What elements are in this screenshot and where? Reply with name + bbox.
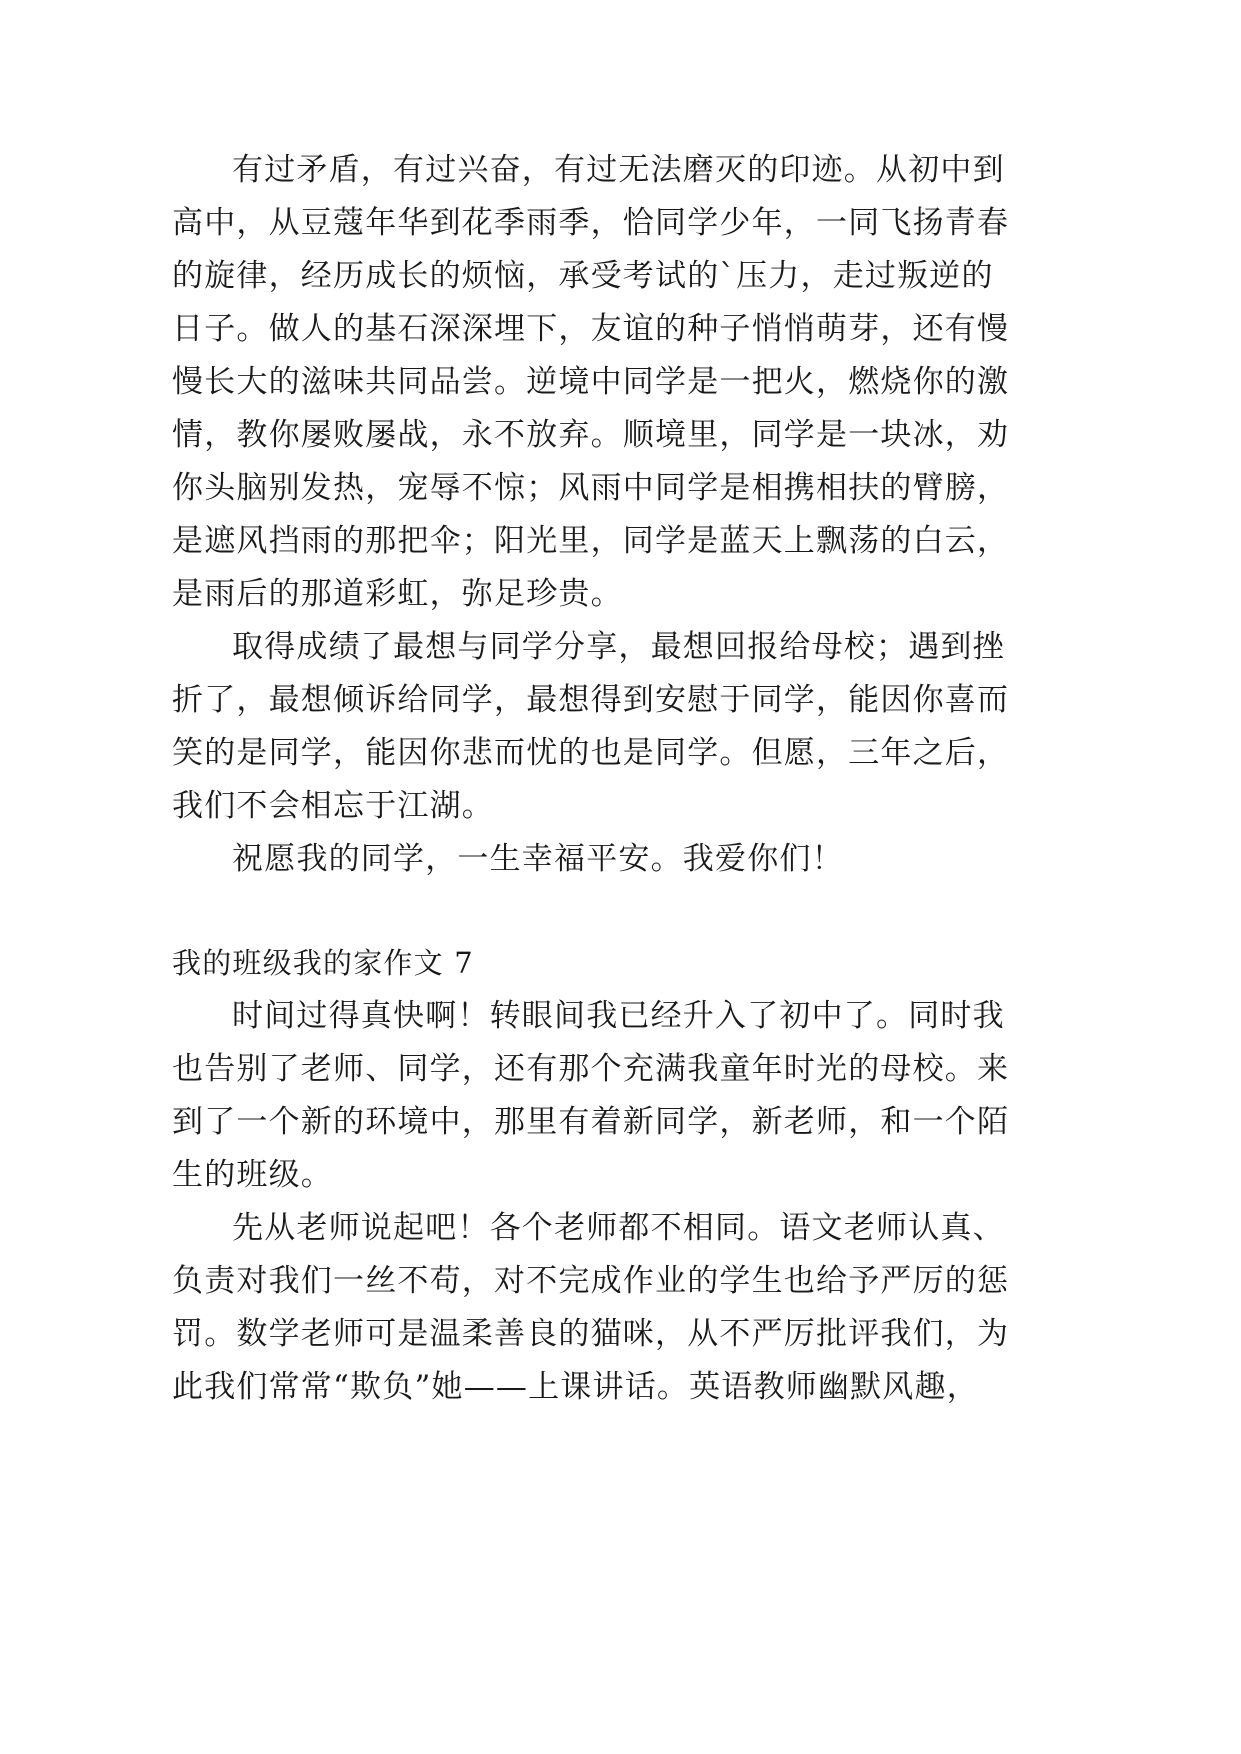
paragraph-1-line-3: 的旋律，经历成长的烦恼，承受考试的`压力，走过叛逆的 bbox=[172, 258, 994, 294]
paragraph-5-line-3: 罚。数学老师可是温柔善良的猫咪，从不严厉批评我们，为 bbox=[172, 1316, 1010, 1352]
paragraph-4-line-1: 时间过得真快啊！转眼间我已经升入了初中了。同时我 bbox=[232, 998, 1005, 1034]
section-heading: 我的班级我的家作文 7 bbox=[172, 946, 474, 980]
paragraph-1-line-2: 高中，从豆蔻年华到花季雨季，恰同学少年，一同飞扬青春 bbox=[172, 205, 1010, 241]
paragraph-4-line-4: 生的班级。 bbox=[172, 1157, 333, 1193]
paragraph-1-line-1: 有过矛盾，有过兴奋，有过无法磨灭的印迹。从初中到 bbox=[232, 152, 1005, 188]
paragraph-2-line-4: 我们不会相忘于江湖。 bbox=[172, 788, 494, 824]
paragraph-5-line-4: 此我们常常“欺负”她——上课讲话。英语教师幽默风趣， bbox=[172, 1369, 979, 1405]
paragraph-1-line-6: 情，教你屡败屡战，永不放弃。顺境里，同学是一块冰，劝 bbox=[172, 417, 1010, 453]
paragraph-1-line-9: 是雨后的那道彩虹，弥足珍贵。 bbox=[172, 576, 623, 612]
paragraph-2-line-1: 取得成绩了最想与同学分享，最想回报给母校；遇到挫 bbox=[232, 629, 1005, 665]
paragraph-1-line-5: 慢长大的滋味共同品尝。逆境中同学是一把火，燃烧你的激 bbox=[172, 364, 1010, 400]
paragraph-1-line-7: 你头脑别发热，宠辱不惊；风雨中同学是相携相扶的臂膀， bbox=[172, 470, 1010, 506]
paragraph-5-line-1: 先从老师说起吧！各个老师都不相同。语文老师认真、 bbox=[232, 1210, 1005, 1246]
paragraph-2-line-3: 笑的是同学，能因你悲而忧的也是同学。但愿，三年之后， bbox=[172, 735, 1010, 771]
paragraph-2-line-2: 折了，最想倾诉给同学，最想得到安慰于同学，能因你喜而 bbox=[172, 682, 1010, 718]
paragraph-4-line-3: 到了一个新的环境中，那里有着新同学，新老师，和一个陌 bbox=[172, 1104, 1010, 1140]
paragraph-4-line-2: 也告别了老师、同学，还有那个充满我童年时光的母校。来 bbox=[172, 1051, 1010, 1087]
paragraph-1-line-8: 是遮风挡雨的那把伞；阳光里，同学是蓝天上飘荡的白云， bbox=[172, 523, 1010, 559]
paragraph-1-line-4: 日子。做人的基石深深埋下，友谊的种子悄悄萌芽，还有慢 bbox=[172, 311, 1010, 347]
paragraph-5-line-2: 负责对我们一丝不苟，对不完成作业的学生也给予严厉的惩 bbox=[172, 1263, 1010, 1299]
paragraph-3-line-1: 祝愿我的同学，一生幸福平安。我爱你们！ bbox=[232, 841, 844, 877]
